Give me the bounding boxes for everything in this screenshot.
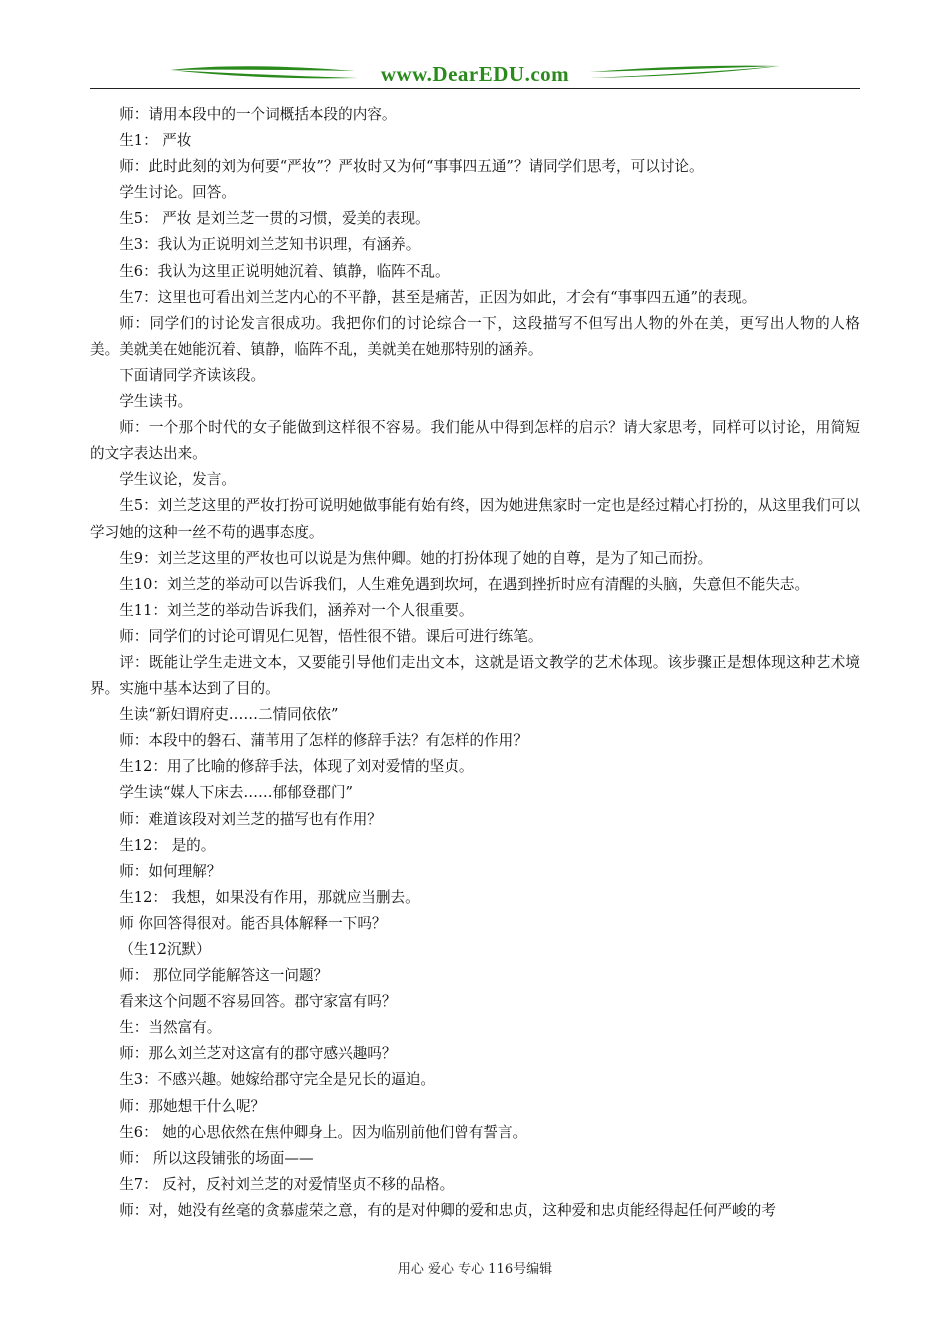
paragraph: （生12沉默） — [119, 941, 211, 958]
paragraph: 师：同学们的讨论可谓见仁见智，悟性很不错。课后可进行练笔。 — [119, 627, 543, 645]
paragraph: 生12：用了比喻的修辞手法，体现了刘对爱情的坚贞。 — [119, 758, 474, 776]
paragraph: 生7：这里也可看出刘兰芝内心的不平静，甚至是痛苦，正因为如此，才会有“事事四五通”的表现。 — [119, 288, 757, 306]
paragraph: 生6：我认为这里正说明她沉着、镇静，临阵不乱。 — [119, 262, 450, 280]
document-body — [90, 102, 860, 1224]
paragraph: 师：如何理解？ — [119, 862, 222, 880]
paragraph: 下面请同学齐读该段。 — [119, 366, 266, 384]
paragraph: 生3：我认为正说明刘兰芝知书识理，有涵养。 — [119, 236, 421, 254]
paragraph: 生10：刘兰芝的举动可以告诉我们，人生难免遇到坎坷，在遇到挫折时应有清醒的头脑，失意但不能失志。 — [119, 575, 810, 593]
paragraph: 师：对，她没有丝毫的贪慕虚荣之意，有的是对仲卿的爱和忠贞，这种爱和忠贞能经得起任何严峻的考 — [119, 1201, 776, 1219]
paragraph: 生11：刘兰芝的举动告诉我们，涵养对一个人很重要。 — [119, 601, 474, 619]
paragraph: 生5： 严妆 是刘兰芝一贯的习惯，爱美的表现。 — [119, 210, 430, 228]
paragraph: 生6： 她的心思依然在焦仲卿身上。因为临别前他们曾有誓言。 — [119, 1123, 528, 1141]
paragraph: 师：一个那个时代的女子能做到这样很不容易。我们能从中得到怎样的启示？请大家思考，同样可以讨论，用简短的文字表达出来。 — [90, 419, 860, 463]
paragraph: 师：本段中的磐石、蒲苇用了怎样的修辞手法？有怎样的作用？ — [119, 732, 528, 750]
page-footer: 用心 爱心 专心 116号编辑 — [397, 1262, 553, 1277]
paragraph: 师：同学们的讨论发言很成功。我把你们的讨论综合一下，这段描写不但写出人物的外在美，更写出人物的人格美。美就美在她能沉着、镇静，临阵不乱，美就美在她那特别的涵养。 — [90, 314, 860, 358]
paragraph: 生12： 是的。 — [119, 836, 216, 854]
site-url: www.DearEDU.com — [380, 62, 570, 86]
header-rule — [90, 88, 860, 89]
paragraph: 师：请用本段中的一个词概括本段的内容。 — [119, 106, 397, 123]
paragraph: 学生读书。 — [119, 393, 193, 411]
paragraph: 师：此时此刻的刘为何要“严妆”？严妆时又为何“事事四五通”？请同学们思考，可以讨论。 — [119, 158, 704, 176]
paragraph: 师：那么刘兰芝对这富有的郡守感兴趣吗？ — [119, 1045, 397, 1063]
paragraph: 学生议论，发言。 — [119, 471, 236, 489]
paragraph: 师：难道该段对刘兰芝的描写也有作用？ — [119, 810, 382, 828]
paragraph: 生1： 严妆 — [119, 132, 192, 150]
paragraph: 生3：不感兴趣。她嫁给郡守完全是兄长的逼迫。 — [119, 1071, 435, 1089]
paragraph: 生5：刘兰芝这里的严妆打扮可说明她做事能有始有终，因为她进焦家时一定也是经过精心打扮的，从这里我们可以学习她的这种一丝不苟的遇事态度。 — [90, 497, 860, 541]
paragraph: 生读“新妇谓府吏……二情同依依” — [119, 706, 339, 724]
paragraph: 生12： 我想，如果没有作用，那就应当删去。 — [119, 888, 420, 906]
paragraph: 学生讨论。回答。 — [119, 184, 236, 202]
paragraph: 评：既能让学生走进文本，又要能引导他们走出文本，这就是语文教学的艺术体现。该步骤正是想体现这种艺术境界。实施中基本达到了目的。 — [90, 653, 860, 698]
paragraph: 师： 所以这段铺张的场面—— — [119, 1149, 314, 1167]
paragraph: 师 你回答得很对。能否具体解释一下吗？ — [119, 914, 387, 932]
paragraph: 师：那她想干什么呢？ — [119, 1097, 266, 1115]
paragraph: 看来这个问题不容易回答。郡守家富有吗？ — [119, 993, 397, 1011]
paragraph: 学生读“媒人下床去……郁郁登郡门” — [119, 784, 354, 802]
paragraph: 生：当然富有。 — [119, 1019, 222, 1037]
paragraph: 生7： 反衬，反衬刘兰芝的对爱情坚贞不移的品格。 — [119, 1175, 455, 1193]
paragraph: 生9：刘兰芝这里的严妆也可以说是为焦仲卿。她的打扮体现了她的自尊，是为了知己而扮。 — [119, 549, 713, 567]
paragraph: 师： 那位同学能解答这一问题？ — [119, 967, 329, 985]
page-header — [90, 58, 860, 90]
